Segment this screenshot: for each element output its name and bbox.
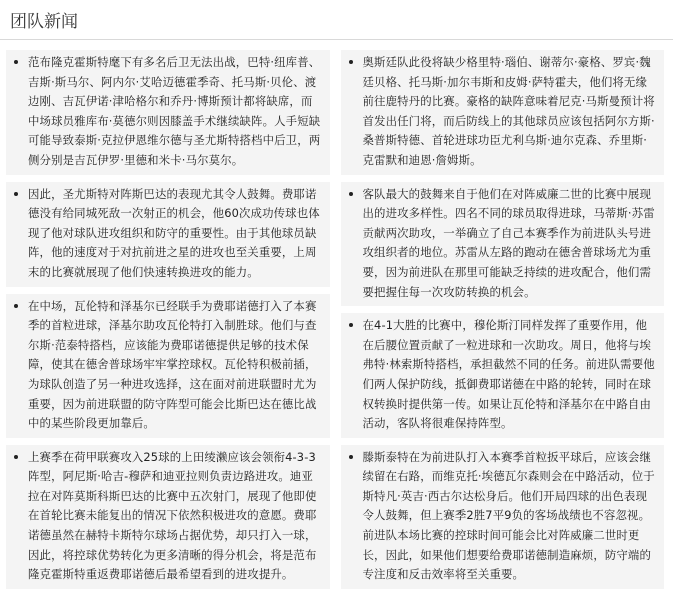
news-item [6,182,330,287]
bullet-icon [349,60,353,64]
bullet-icon [349,192,353,196]
news-item-text: 滕斯泰特在为前进队打入本赛季首粒扳平球后，应该会继续留在右路，而维克托·埃德瓦尔森则会在中路活动，位于斯特凡·英吉·西古尔达松身后。他们开局四球的出色表现令人鼓舞，但上赛季2胜7平9负的客场战绩也不容忽视。前进队本场比赛的控球时间可能会比对阵威廉二世时更长，因此，如果他们想要给费耶诺德制造麻烦，防守端的专注度和反击效率将至关重要。 [362,449,655,582]
left-news-column [6,50,333,596]
bullet-icon [14,304,18,308]
bullet-icon [349,455,353,459]
right-news-column [341,50,668,596]
news-item [341,50,665,175]
news-item [6,294,330,438]
bullet-icon [14,455,18,459]
news-item [341,313,665,438]
page-title: 团队新闻 [10,12,78,32]
news-item [6,445,330,589]
news-header [0,0,673,40]
news-item [341,445,665,589]
news-item-text: 客队最大的鼓舞来自于他们在对阵威廉二世的比赛中展现出的进攻多样性。四名不同的球员取得进球，马蒂斯·苏雷贡献两次助攻，一举确立了自己本赛季作为前进队头号进攻组织者的地位。苏雷从左路的跑动在德舍普球场尤为重要，因为前进队在那里可能缺乏持续的进攻配合，他们需要把握住每一次攻防转换的机会。 [362,186,655,299]
news-item [6,50,330,175]
news-item-text: 奥斯廷队此役将缺少格里特·瑙伯、谢蒂尔·豪格、罗宾·魏廷贝格、托马斯·加尔韦斯和皮姆·萨特霍夫，他们将无缘前往鹿特丹的比赛。豪格的缺阵意味着尼克·马斯曼预计将首发出任门将，而后防线上的其他球员应该包括阿尔方斯·桑普斯特德、首轮进球功臣尤利乌斯·迪尔克森、乔里斯·克雷默和迪恩·詹姆斯。 [362,55,655,167]
news-item-text: 因此，圣尤斯特对阵斯巴达的表现尤其令人鼓舞。费耶诺德没有给同城死敌一次射正的机会，他60次成功传球也体现了他对球队进攻组织和防守的重要性。由于其他球员缺阵，他的速度对于对抗前进之星的进攻也至关重要，上周末的比赛就展现了他们快速转换进攻的能力。 [28,186,320,279]
news-item-text: 范布隆克霍斯特麾下有多名后卫无法出战，巴特·纽库普、吉斯·斯马尔、阿内尔·艾哈迈德霍季奇、托马斯·贝伦、渡边刚、吉瓦伊诺·津哈格尔和乔丹·博斯预计都将缺席，而中场球员雅库布·莫德尔则因膝盖手术继续缺阵。人手短缺可能导致泰斯·克拉伊恩维尔德与圣尤斯特搭档中后卫，两侧分别是吉瓦伊罗·里德和米卡·马尔莫尔。 [28,55,321,167]
bullet-icon [14,60,18,64]
news-columns [0,40,673,596]
news-item-text: 在4-1大胜的比赛中，穆伦斯汀同样发挥了重要作用，他在后腰位置贡献了一粒进球和一次助攻。周日，他将与埃弗特·林索斯特搭档，承担截然不同的任务。前进队需要他们两人保护防线，抵御费耶诺德在中路的轮转，同时在球权转换时提供第一传。如果让瓦伦特和泽基尔在中路自由活动，客队将很难保持阵型。 [362,318,655,431]
news-item-text: 在中场，瓦伦特和泽基尔已经联手为费耶诺德打入了本赛季的首粒进球，泽基尔助攻瓦伦特打入制胜球。他们与查尔斯·范泰特搭档，应该能为费耶诺德提供足够的技术保障，使其在德舍普球场牢牢掌控球权。瓦伦特积极前插，为球队创造了另一种进攻选择，这在面对前进联盟时尤为重要，因为前进联盟的防守阵型可能会比斯巴达在德比战中的某些阶段更加靠后。 [28,298,317,431]
bullet-icon [349,323,353,327]
news-item-text: 上赛季在荷甲联赛攻入25球的上田绫濑应该会领衔4-3-3阵型，阿尼斯·哈吉-穆萨和迪亚拉则负责边路进攻。迪亚拉在对阵莫斯科斯巴达的比赛中五次射门，展现了他即使在首轮比赛未能复出的情况下依然积极进攻的意愿。费耶诺德虽然在赫特卡斯特尔球场占据优势，却只打入一球，因此，将控球优势转化为更多清晰的得分机会，将是范布隆克霍斯特重返费耶诺德后最希望看到的进攻提升。 [28,449,317,582]
news-item [341,182,665,307]
bullet-icon [14,192,18,196]
